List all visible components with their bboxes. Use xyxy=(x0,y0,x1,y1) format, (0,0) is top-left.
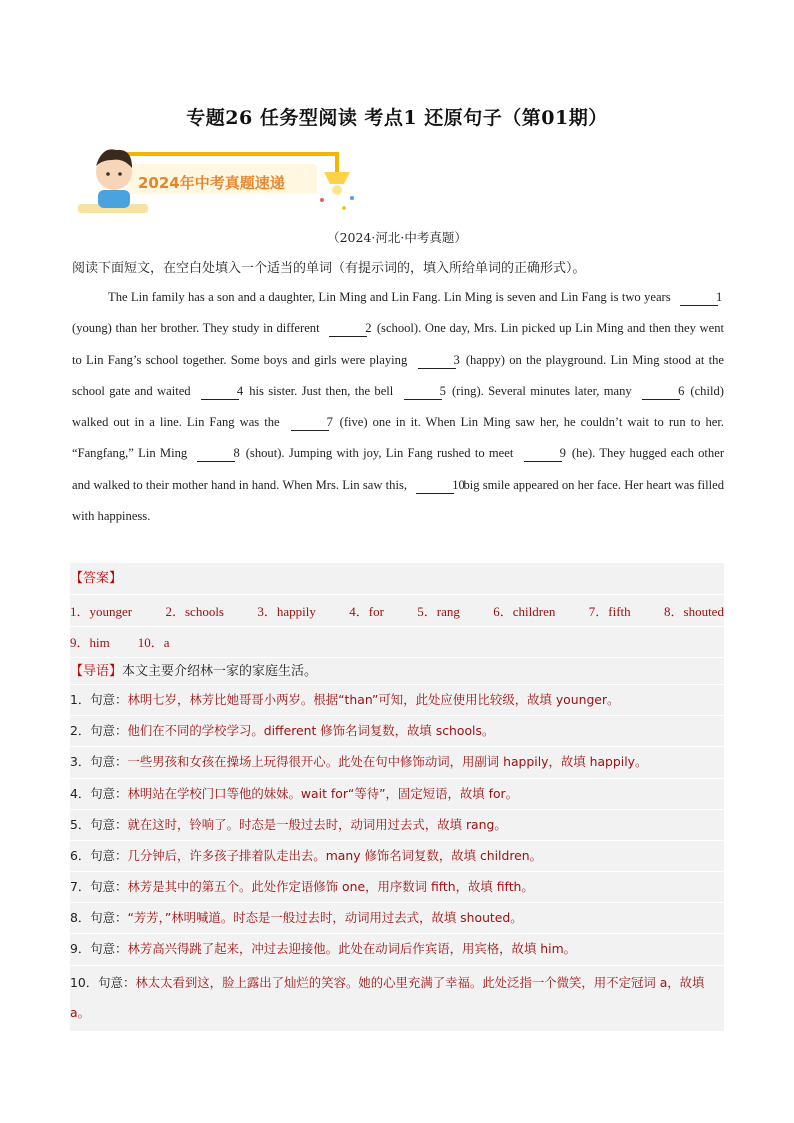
answer-item: 4．for xyxy=(349,603,384,619)
answer-item: 9．him xyxy=(70,634,110,650)
explanation-item xyxy=(70,874,720,900)
explanation-number: 5． xyxy=(70,817,91,832)
answer-panel xyxy=(70,563,724,1031)
answer-item: 5．rang xyxy=(417,603,460,619)
blank-4[interactable]: 4 xyxy=(201,383,239,400)
explanation-number: 3． xyxy=(70,754,91,769)
banner-top-bar xyxy=(112,152,337,156)
explanation-item xyxy=(70,718,720,744)
blank-10[interactable]: 10 xyxy=(416,477,454,494)
explanation-label: 句意： xyxy=(90,754,128,769)
explanation-number: 2． xyxy=(70,723,91,738)
reading-passage: The Lin family has a son and a daughter, Lin Ming and Lin Fang. Lin Ming is seven and Lin Fang is two years 1 (young) than her brother. They study in different 2 (school). One day, Mrs. Lin picked up Lin Ming and then they went to Lin Fang’s school together. Some boys and girls were playing 3 (happy) on the playground. Lin Ming stood at the school gate and waited 4 his sister. Just then, the bell 5 (ring). Several minutes later, many 6 (child) walked out in a line. Lin Fang was the 7 (five) one in it. When Lin Ming saw her, he couldn’t wait to run to her. “Fangfang,” Lin Ming 8 (shout). Jumping with joy, Lin Fang rushed to meet 9 (he). They hugged each other and walked to their mother hand in hand. When Mrs. Lin saw this, 10 big smile appeared on her face. Her heart was filled with happiness. xyxy=(72,290,725,524)
blank-3[interactable]: 3 xyxy=(418,352,456,369)
lamp-icon xyxy=(320,152,354,210)
explanation-item xyxy=(70,749,720,775)
guide-text: 本文主要介绍林一家的家庭生活。 xyxy=(122,664,318,679)
guide xyxy=(70,659,724,685)
header-banner xyxy=(72,138,362,220)
blank-1[interactable]: 1 xyxy=(680,289,718,306)
explanation-number: 10． xyxy=(70,975,99,990)
explanation-label: 句意： xyxy=(90,941,128,956)
banner-text: 2024年中考真题速递 xyxy=(138,174,285,192)
answer-label: 【答案】 xyxy=(70,571,123,586)
blank-5[interactable]: 5 xyxy=(404,383,442,400)
explanation-number: 7． xyxy=(70,879,91,894)
blank-7[interactable]: 7 xyxy=(291,414,329,431)
answer-item: 1．younger xyxy=(70,603,133,619)
guide-label: 【导语】 xyxy=(70,664,123,679)
answer-row-1 xyxy=(70,597,724,623)
answer-row-2 xyxy=(70,628,724,654)
explanation-number: 4． xyxy=(70,786,91,801)
instructions: 阅读下面短文，在空白处填入一个适当的单词（有提示词的，填入所给单词的正确形式）。 xyxy=(72,261,586,276)
explanation-label: 句意： xyxy=(90,879,128,894)
answer-item: 8．shouted xyxy=(664,603,724,619)
explanation-label: 句意： xyxy=(98,975,136,990)
answer-item: 3．happily xyxy=(257,603,316,619)
answer-item: 2．schools xyxy=(165,603,224,619)
blank-2[interactable]: 2 xyxy=(329,320,367,337)
explanation-item xyxy=(70,843,720,869)
explanation-number: 9． xyxy=(70,941,91,956)
explanation-label: 句意： xyxy=(90,910,128,925)
explanation-text: “芳芳，”林明喊道。时态是一般过去时，动词用过去式，故填 shouted。 xyxy=(127,910,523,925)
blank-9[interactable]: 9 xyxy=(524,445,562,462)
blank-6[interactable]: 6 xyxy=(642,383,680,400)
explanation-text: 林太太看到这，脸上露出了灿烂的笑容。她的心里充满了幸福。此处泛指一个微笑，用不定冠词 a，故填 a。 xyxy=(70,975,705,1020)
explanation-text: 一些男孩和女孩在操场上玩得很开心。此处在句中修饰动词，用副词 happily，故填 happily。 xyxy=(127,754,648,769)
page-title: 专题26 任务型阅读 考点1 还原句子（第01期） xyxy=(186,107,608,129)
explanation-item xyxy=(70,905,720,931)
question-source: （2024·河北·中考真题） xyxy=(327,230,467,245)
answer-item: 6．children xyxy=(493,603,556,619)
explanation-label: 句意： xyxy=(90,786,128,801)
explanation-label: 句意： xyxy=(90,723,128,738)
explanation-label: 句意： xyxy=(90,692,128,707)
explanation-text: 林明七岁，林芳比她哥哥小两岁。根据“than”可知，此处应使用比较级，故填 younger。 xyxy=(127,692,620,707)
explanation-text: 几分钟后，许多孩子排着队走出去。many 修饰名词复数，故填 children。 xyxy=(127,848,543,863)
explanation-item xyxy=(70,812,720,838)
explanation-text: 就在这时，铃响了。时态是一般过去时，动词用过去式，故填 rang。 xyxy=(127,817,507,832)
answer-item: 7．fifth xyxy=(588,603,631,619)
explanation-label: 句意： xyxy=(90,848,128,863)
explanation-item xyxy=(70,687,720,713)
explanation-number: 8． xyxy=(70,910,91,925)
explanation-text: 林明站在学校门口等他的妹妹。wait for“等待”，固定短语，故填 for。 xyxy=(127,786,519,801)
explanation-label: 句意： xyxy=(90,817,128,832)
explanation-number: 6． xyxy=(70,848,91,863)
explanation-item xyxy=(70,936,720,962)
explanation-item xyxy=(70,781,720,807)
blank-8[interactable]: 8 xyxy=(197,445,235,462)
explanation-text: 林芳高兴得跳了起来，冲过去迎接他。此处在动词后作宾语，用宾格，故填 him。 xyxy=(127,941,577,956)
explanation-number: 1． xyxy=(70,692,91,707)
answer-item: 10．a xyxy=(137,634,170,650)
explanation-item xyxy=(70,968,720,1028)
explanation-text: 林芳是其中的第五个。此处作定语修饰 one，用序数词 fifth，故填 fifth。 xyxy=(127,879,534,894)
explanation-text: 他们在不同的学校学习。different 修饰名词复数，故填 schools。 xyxy=(127,723,495,738)
